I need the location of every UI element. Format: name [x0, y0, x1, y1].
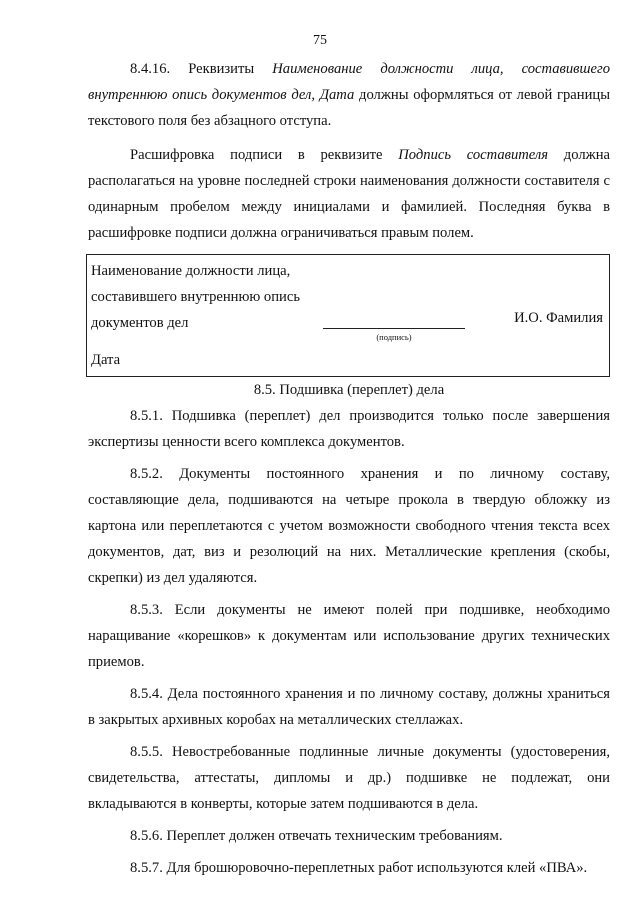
paragraph-8-5-7: 8.5.7. Для брошюровочно-переплетных работ используются клей «ПВА».: [130, 860, 588, 876]
text-run: должны оформляться от левой границы текстового поля без абзацного отступа.: [88, 87, 611, 129]
signer-name: И.О. Фамилия: [514, 310, 603, 326]
clause-number: 8.4.16.: [130, 61, 171, 77]
italic-run: Подпись составителя: [398, 147, 549, 163]
paragraph-8-4-16: [88, 56, 610, 134]
text-run: должна располагаться на уровне последней строки наименования должности составителя с одинарным пробелом между инициалами и фамилией. Последняя буква в расшифровке подписи должна ограничиваться правым полем.: [88, 147, 610, 241]
paragraph-8-5-1: 8.5.1. Подшивка (переплет) дел производится только после завершения экспертизы ценности всего комплекса документов.: [88, 408, 610, 450]
paragraph-signature-rule: [88, 142, 610, 246]
example-position-line-3: документов дел: [91, 315, 189, 331]
paragraph-8-5-6: 8.5.6. Переплет должен отвечать техническим требованиям.: [130, 828, 503, 844]
signature-caption: (подпись): [376, 332, 412, 342]
italic-run: Дата: [319, 87, 355, 103]
example-position-line-2: составившего внутреннюю опись: [91, 289, 300, 305]
requisite-example-box: [86, 254, 610, 377]
document-body: [88, 56, 610, 881]
example-position-line-1: Наименование должности лица,: [91, 263, 291, 279]
text-run: Расшифровка подписи в реквизите: [130, 147, 383, 163]
paragraph-8-5-2: 8.5.2. Документы постоянного хранения и по личному составу, составляющие дела, подшиваются на четыре прокола в твердую обложку из картона или переплетаются с учетом возможности свободного чтения текста всех документов, дат, виз и резолюций на них. Металлические крепления (скобы, скрепки) из дел удаляются.: [88, 466, 610, 586]
paragraph-8-5-5: 8.5.5. Невостребованные подлинные личные документы (удостоверения, свидетельства, аттестаты, дипломы и др.) подшивке не подлежат, они вкладываются в конверты, которые затем подшиваются в дела.: [88, 744, 610, 812]
page-number: 75: [313, 33, 327, 48]
paragraph-8-5-4: 8.5.4. Дела постоянного хранения и по личному составу, должны храниться в закрытых архивных коробах на металлических стеллажах.: [88, 686, 610, 728]
italic-run: Наименование должности лица, составившего внутреннюю опись документов дел,: [88, 61, 610, 103]
paragraph-8-5-3: 8.5.3. Если документы не имеют полей при подшивке, необходимо наращивание «корешков» к документам или использование других технических приемов.: [88, 602, 610, 670]
text-run: Реквизиты: [188, 61, 255, 77]
example-date: Дата: [91, 352, 121, 368]
section-title: 8.5. Подшивка (переплет) дела: [253, 382, 445, 398]
signature-line: [323, 328, 465, 329]
